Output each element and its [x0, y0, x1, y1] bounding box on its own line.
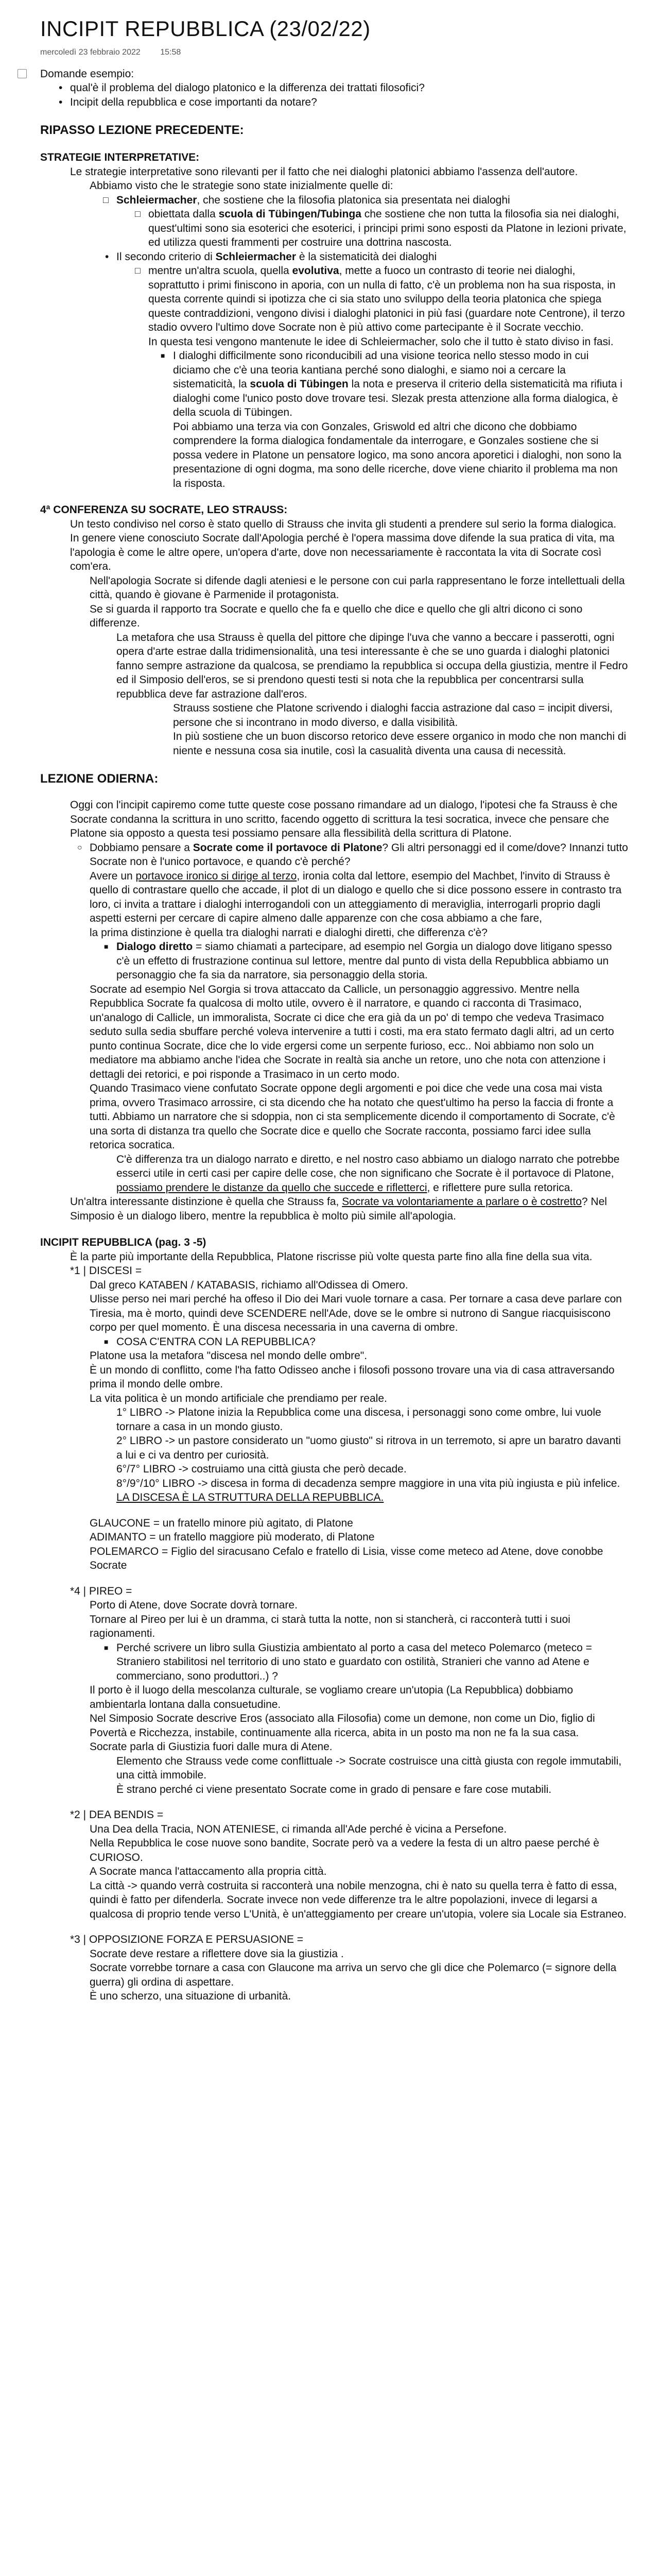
paragraph: Le strategie interpretative sono rilevanti per il fatto che nei dialoghi platonici abbiamo l'assenza dell'autore.: [70, 165, 578, 178]
bold-term: Schleiermacher: [215, 250, 297, 263]
paragraph: LA DISCESA È LA STRUTTURA DELLA REPUBBLICA.: [116, 1492, 384, 1503]
odierna-heading: LEZIONE ODIERNA:: [40, 772, 159, 786]
paragraph: Socrate parla di Giustizia fuori dalle mura di Atene.: [90, 1741, 333, 1753]
text: Un'altra interessante distinzione è quella che Strauss fa,: [70, 1196, 342, 1208]
paragraph: [116, 1153, 628, 1195]
list-item: [148, 264, 628, 335]
ripasso-heading: RIPASSO LEZIONE PRECEDENTE:: [40, 123, 244, 137]
paragraph: È un mondo di conflitto, come l'ha fatto Odisseo anche i filosofi possono trovare una via di casa attraversando prima il mondo delle ombre.: [90, 1364, 615, 1390]
list-item: [148, 207, 628, 250]
list-item: [90, 841, 628, 869]
paragraph: [90, 869, 628, 926]
paragraph: Platone usa la metafora "discesa nel mondo delle ombre".: [90, 1350, 368, 1362]
paragraph: Poi abbiamo una terza via con Gonzales, Griswold ed altri che dicono che dobbiamo comprendere la forma dialogica fondamentale da interrogare, e Gonzales sostiene che si possa vedere in Platone un pensatore logico, ma sono ancora aporetici i dialoghi, non sono la presentazione di ogni dogma, ma sono delle ricerche, dove viene chiarito il problema ma non la risposta.: [173, 420, 621, 489]
list-item: [116, 193, 628, 208]
text: , e riflettere pure sulla retorica.: [427, 1181, 574, 1194]
paragraph: Se si guarda il rapporto tra Socrate e quello che fa e quello che dice e quello che gli altri dicono ci sono differenze.: [90, 603, 583, 629]
text: mentre un'altra scuola, quella: [148, 265, 292, 277]
paragraph: Dal greco KATABEN / KATABASIS, richiamo all'Odissea di Omero.: [90, 1279, 408, 1291]
paragraph: Nell'apologia Socrate si difende dagli ateniesi e le persone con cui parla rappresentano le forze intellettuali della città, quando è giovane è Parmenide il protagonista.: [90, 574, 625, 601]
paragraph: È uno scherzo, una situazione di urbanità.: [90, 1990, 291, 2002]
paragraph: Nel Simposio Socrate descrive Eros (associato alla Filosofia) come un demone, non come un Dio, figlio di Povertà e Ricchezza, instabile, continuamente alla ricerca, abita in un posto ma non ne fa la sua casa.: [90, 1713, 595, 1739]
bold-term: Socrate come il portavoce di Platone: [193, 841, 383, 854]
paragraph: È la parte più importante della Repubblica, Platone riscrisse più volte questa parte fino alla fine della sua vita.: [70, 1250, 593, 1263]
bold-term: Dialogo diretto: [116, 941, 193, 953]
paragraph: La vita politica è un mondo artificiale che prendiamo per reale.: [90, 1392, 387, 1404]
paragraph: Socrate vorrebbe tornare a casa con Glaucone ma arriva un servo che gli dice che Polemarco (= signore della guerra) gli ordina di aspettare.: [90, 1962, 617, 1988]
strauss-heading: 4ª CONFERENZA SU SOCRATE, LEO STRAUSS:: [40, 504, 288, 516]
paragraph: Tornare al Pireo per lui è un dramma, ci starà tutta la notte, non si stancherà, ci racconterà tutti i suoi ragionamenti.: [90, 1613, 570, 1639]
page-title: INCIPIT REPUBBLICA (23/02/22): [40, 16, 371, 41]
text: , mette a fuoco un contrasto di teorie nei dialoghi, soprattutto i primi finiscono in aporia, con un nulla di fatto, c'è un problema non ha sua risposta, in questa corrente quindi si ipotizza che ci sia stato uno sviluppo della teoria platonica che spiega queste contraddizioni, vengono divisi i dialoghi platonici in più fasi (guardare note Centrone), il terzo stadio ovvero l'ultimo dove Socrate non è più attivo come partecipante è il Socrate vecchio.: [148, 265, 625, 333]
paragraph: Oggi con l'incipit capiremo come tutte queste cose possano rimandare ad un dialogo, l'ipotesi che fa Strauss è che Socrate condanna la scrittura in uno scritto, facendo oggetto di scrittura la tesi socratica, invece che pensare che Platone sia opposto a questa tesi possiamo pensare alla flessibilità della scrittura di Platone.: [70, 799, 618, 839]
question-item: • Incipit della repubblica e cose importanti da notare?: [70, 95, 628, 110]
paragraph: Un testo condiviso nel corso è stato quello di Strauss che invita gli studenti a prendere sul serio la forma dialogica.: [70, 518, 617, 530]
note-date: mercoledì 23 febbraio 2022: [40, 48, 141, 57]
section-title: *4 | PIREO =: [70, 1585, 132, 1597]
text: C'è differenza tra un dialogo narrato e diretto, e nel nostro caso abbiamo un dialogo narrato che potrebbe esserci utile in certi casi per capire delle cose, che non significano che Socrate è il portavoce di Platone,: [116, 1153, 620, 1179]
paragraph: 6°/7° LIBRO -> costruiamo una città giusta che però decade.: [116, 1463, 407, 1475]
paragraph: GLAUCONE = un fratello minore più agitato, di Platone: [90, 1517, 353, 1529]
list-item: [116, 250, 628, 264]
text: ? Nel Simposio è un dialogo libero, mentre la repubblica è molto più simile all'apologia.: [70, 1196, 607, 1222]
paragraph: Una Dea della Tracia, NON ATENIESE, ci rimanda all'Ade perché è vicina a Persefone.: [90, 1823, 507, 1835]
questions-label: Domande esempio:: [40, 67, 134, 80]
list-item: ■ Perché scrivere un libro sulla Giustizia ambientato al porto a casa del meteco Polemarco (meteco = Straniero stabilitosi nel territorio di uno stato e guardato con ostilità, Stranieri che vanno ad Atene e commerciano, sono produttori..) ?: [116, 1641, 628, 1684]
paragraph: 1° LIBRO -> Platone inizia la Repubblica come una discesa, i personaggi sono come ombre, lui vuole tornare a casa in un mondo giusto.: [116, 1406, 601, 1433]
text: Il secondo criterio di: [116, 250, 216, 263]
paragraph: A Socrate manca l'attaccamento alla propria città.: [90, 1866, 327, 1877]
paragraph: In più sostiene che un buon discorso retorico deve essere organico in modo che non manchi di niente e nessuna cosa sia inutile, così la casualità diventa una causa di necessità.: [173, 731, 627, 757]
question-item: • qual'è il problema del dialogo platonico e la differenza dei trattati filosofici?: [70, 81, 628, 95]
note-time: 15:58: [160, 48, 181, 57]
incipit-heading: INCIPIT REPUBBLICA (pag. 3 -5): [40, 1236, 206, 1248]
paragraph: 2° LIBRO -> un pastore considerato un "uomo giusto" si ritrova in un terremoto, si apre un baratro davanti a lui e ci va dentro per curiosità.: [116, 1435, 621, 1461]
text: la nota e preserva il criterio della sistematicità ma rifiuta i dialoghi come l'unico posto dove trovare tesi. Slezak presta attenzione alla forma dialogica, è della scuola di Tübingen.: [173, 378, 622, 418]
paragraph: Quando Trasimaco viene confutato Socrate oppone degli argomenti e poi dice che vede una cosa mai vista prima, ovvero Trasimaco arrossire, ci sta dicendo che ha notato che quest'ultimo ha perso la faccia di fronte a tutti. Abbiamo un narratore che si sdoppia, non ci sta semplicemente dicendo il comportamento di Socrate, c'è una sorta di distanza tra quello che Socrate dice e quello che Socrate racconta, possiamo farci idee sulla retorica socratica.: [90, 1082, 615, 1151]
text: = siamo chiamati a partecipare, ad esempio nel Gorgia un dialogo dove litigano spesso c'è un effetto di frustrazione continua sul lettore, mentre dal punto di vista della Repubblica abbiamo un personaggio che fa sia da narratore, sia personaggio della storia.: [116, 941, 612, 981]
section-title: *2 | DEA BENDIS =: [70, 1809, 164, 1821]
text: che sostiene che non tutta la filosofia sia nei dialoghi, quest'ultimi sono sia esoterici che esoterici, i principi primi sono esposti da Platone in lezioni private, ed utilizza questi frammenti per costruire una dottrina nascosta.: [148, 208, 627, 248]
text: Dobbiamo pensare a: [90, 841, 193, 854]
paragraph: Porto di Atene, dove Socrate dovrà tornare.: [90, 1599, 298, 1611]
text: è la sistematicità dei dialoghi: [296, 250, 437, 263]
todo-checkbox[interactable]: [18, 69, 27, 78]
paragraph: Socrate deve restare a riflettere dove sia la giustizia .: [90, 1947, 344, 1960]
paragraph: Ulisse perso nei mari perché ha offeso il Dio dei Mari vuole tornare a casa. Per tornare a casa deve parlare con Tiresia, ma è morto, quindi deve SCENDERE nell'Ade, dove se le ombre si nutrono di Sangue riacquisiscono corpo per quel momento. È una discesa necessaria in una caverna di ombre.: [90, 1293, 622, 1333]
text: obiettata dalla: [148, 208, 219, 220]
text: Avere un: [90, 870, 136, 882]
list-item: ■ COSA C'ENTRA CON LA REPUBBLICA?: [116, 1335, 628, 1349]
bold-term: scuola di Tübingen/Tubinga: [218, 208, 361, 220]
paragraph: Nella Repubblica le cose nuove sono bandite, Socrate però va a vedere la festa di un altro paese perché è CURIOSO.: [90, 1837, 599, 1863]
paragraph: In questa tesi vengono mantenute le idee di Schleiermacher, solo che il tutto è stato diviso in fasi.: [148, 335, 614, 348]
paragraph: ADIMANTO = un fratello maggiore più moderato, di Platone: [90, 1531, 375, 1543]
text: , che sostiene che la filosofia platonica sia presentata nei dialoghi: [197, 194, 510, 206]
paragraph: La metafora che usa Strauss è quella del pittore che dipinge l'uva che vanno a beccare i passerotti, ogni opera d'arte estrae dalla tridimensionalità, una tesi interessante è che se uno guarda i dialoghi platonici fanno sempre astrazione da qualcosa, se prendiamo la repubblica si occupa della giustizia, mentre il Fedro ed il Simposio dell'eros, se si prendono questi testi si nota che la repubblica per concentrarsi sulla repubblica deve far astrazione dall'eros.: [116, 631, 628, 700]
list-item: [173, 349, 628, 420]
bold-term: evolutiva: [292, 265, 339, 277]
paragraph: [70, 1195, 628, 1223]
paragraph: In genere viene conosciuto Socrate dall'Apologia perché è l'opera massima dove difende la sua pratica di vita, ma l'apologia è come le altre opere, un'opera d'arte, dove non necessariamente è raccontata la vita di Socrate così com'era.: [70, 532, 615, 572]
paragraph: Strauss sostiene che Platone scrivendo i dialoghi faccia astrazione dal caso = incipit diversi, persone che si incontrano in modo diverso, e dalla visibilità.: [173, 702, 613, 728]
strategie-heading: STRATEGIE INTERPRETATIVE:: [40, 151, 200, 163]
paragraph: 8°/9°/10° LIBRO -> discesa in forma di decadenza sempre maggiore in una vita più ingiusta e più infelice.: [116, 1477, 620, 1489]
paragraph: Elemento che Strauss vede come conflittuale -> Socrate costruisce una città giusta con regole immutabili, una città immobile.: [116, 1755, 622, 1781]
text: ? Gli altri personaggi ed il come/dove? Innanzi tutto Socrate non è l'unico portavoce, e quando c'è perché?: [90, 841, 628, 868]
example-questions: [40, 67, 628, 110]
section-title: *1 | DISCESI =: [70, 1265, 142, 1277]
text: I dialoghi difficilmente sono riconducibili ad una visione teorica nello stesso modo in cui diciamo che c'è una teoria kantiana perché sono dialoghi, e siamo noi a cercare la sistematicità, la: [173, 350, 589, 390]
list-item: [116, 940, 628, 982]
paragraph: La città -> quando verrà costruita si racconterà una nobile menzogna, chi è nato su quella terra è fatto di essa, quindi è fatto per difenderla. Socrate invece non vede differenze tra le altre popolazioni, invece di legarsi a qualcosa di proprio tende verso L'Unità, è un'atteggiamento per creare un'utopia, volere sia Locale sia Estraneo.: [90, 1879, 627, 1920]
text: , ironia colta dal lettore, esempio del Machbet, l'invito di Strauss è quello di contrastare quello che accade, il plot di un dialogo e quello che si dice possono essere in contrasto tra loro, ci invita a trattare i dialoghi interrogandoli con un atteggiamento di meraviglia, interrogarli proprio dagli aspetti esterni per cercare di capire almeno dalle apparenze con che cosa abbiamo a che fare,: [90, 870, 622, 924]
paragraph: È strano perché ci viene presentato Socrate come in grado di pensare e fare cose mutabili.: [116, 1783, 552, 1795]
paragraph: la prima distinzione è quella tra dialoghi narrati e dialoghi diretti, che differenza c'è?: [90, 926, 488, 939]
paragraph: Il porto è il luogo della mescolanza culturale, se vogliamo creare un'utopia (La Repubblica) dobbiamo ambientarla lontana dalla consuetudine.: [90, 1684, 574, 1710]
underlined-text: Socrate va volontariamente a parlare o è costretto: [342, 1196, 582, 1208]
paragraph: Abbiamo visto che le strategie sono state inizialmente quelle di:: [90, 180, 393, 192]
underlined-text: possiamo prendere le distanze da quello che succede e rifletterci: [116, 1181, 427, 1194]
bold-term: scuola di Tübingen: [250, 378, 349, 390]
bold-term: Schleiermacher: [116, 194, 197, 206]
paragraph: POLEMARCO = Figlio del siracusano Cefalo e fratello di Lisia, visse come meteco ad Atene, dove conobbe Socrate: [90, 1545, 603, 1571]
paragraph: Socrate ad esempio Nel Gorgia si trova attaccato da Callicle, un personaggio aggressivo. Mentre nella Repubblica Socrate fa qualcosa di molto utile, ovvero è il narratore, e quando ci racconta di Trasimaco, un'analogo di Callicle, un immoralista, Socrate ci dice che era già da un po' di tempo che vedeva Trasimaco seduto sulla sedia sbuffare perché voleva intervenire a tutti i costi, ma era stato fermato dagli altri, ad un certo punto continua Socrate, dice che lo vide ergersi come un serpente furioso, ecc.. Noi abbiamo non solo un mediatore ma abbiamo anche l'idea che Socrate in realtà sia anche un retore, uno che nota con attenzione i dettagli dei retorici, e poi risponde a Trasimaco in un certo modo.: [90, 983, 614, 1080]
note-meta: [40, 45, 628, 60]
underlined-text: portavoce ironico si dirige al terzo: [135, 870, 297, 882]
section-title: *3 | OPPOSIZIONE FORZA E PERSUASIONE =: [70, 1934, 303, 1945]
